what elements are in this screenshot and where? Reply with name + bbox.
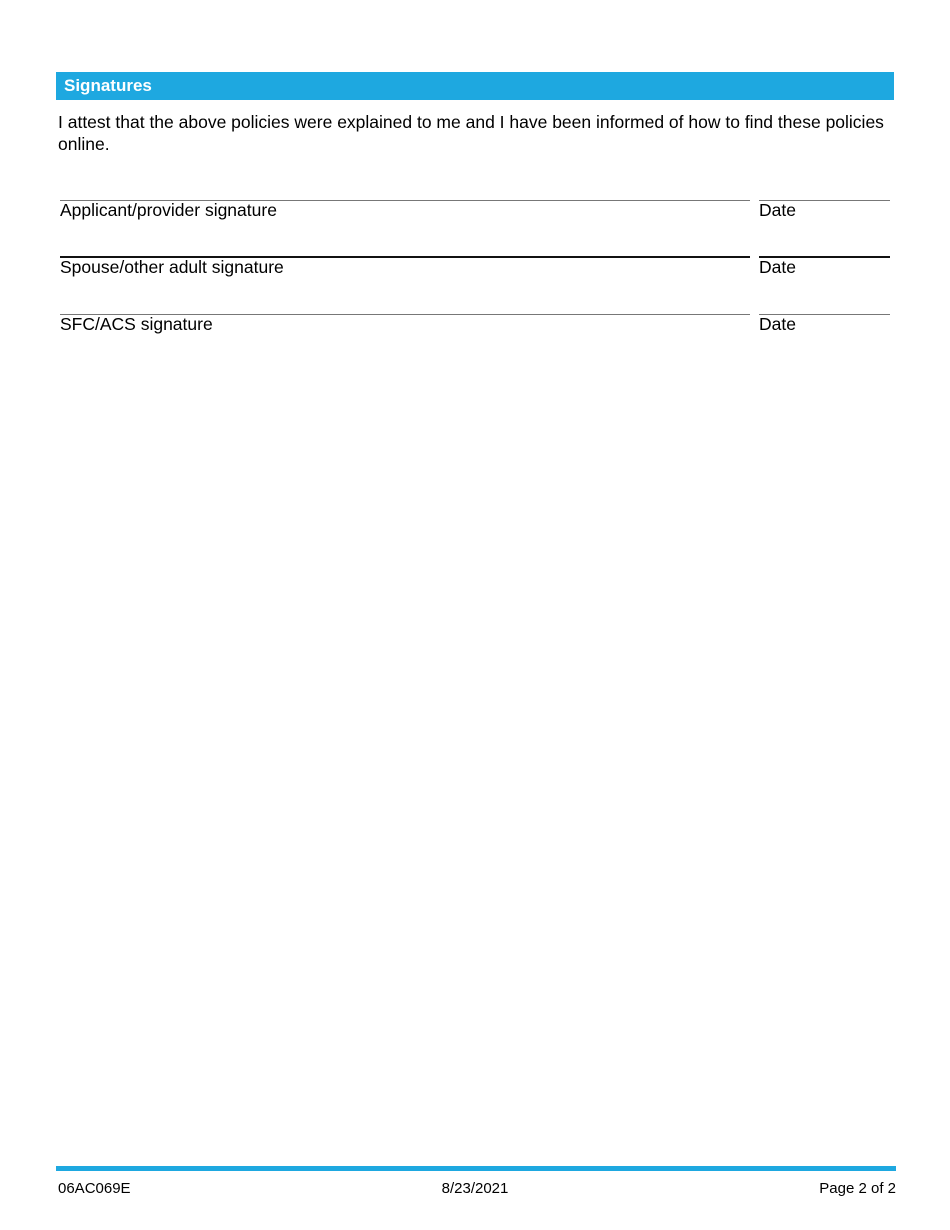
signature-row-sfc-acs (60, 314, 890, 340)
date-label: Date (759, 314, 796, 334)
signature-label: Spouse/other adult signature (60, 257, 284, 277)
form-number: 06AC069E (58, 1180, 131, 1197)
attestation-text: I attest that the above policies were explained to me and I have been informed of how to find these policies online. (58, 112, 884, 154)
date-label: Date (759, 200, 796, 220)
section-title: Signatures (64, 76, 152, 95)
revision-date: 8/23/2021 (441, 1180, 509, 1197)
section-header-signatures (56, 72, 894, 100)
signature-label: Applicant/provider signature (60, 200, 277, 220)
page-number: Page 2 of 2 (819, 1180, 896, 1197)
signature-row-applicant (60, 200, 890, 226)
date-label: Date (759, 257, 796, 277)
signature-row-spouse (60, 257, 890, 283)
footer-divider (56, 1166, 896, 1171)
signature-label: SFC/ACS signature (60, 314, 213, 334)
